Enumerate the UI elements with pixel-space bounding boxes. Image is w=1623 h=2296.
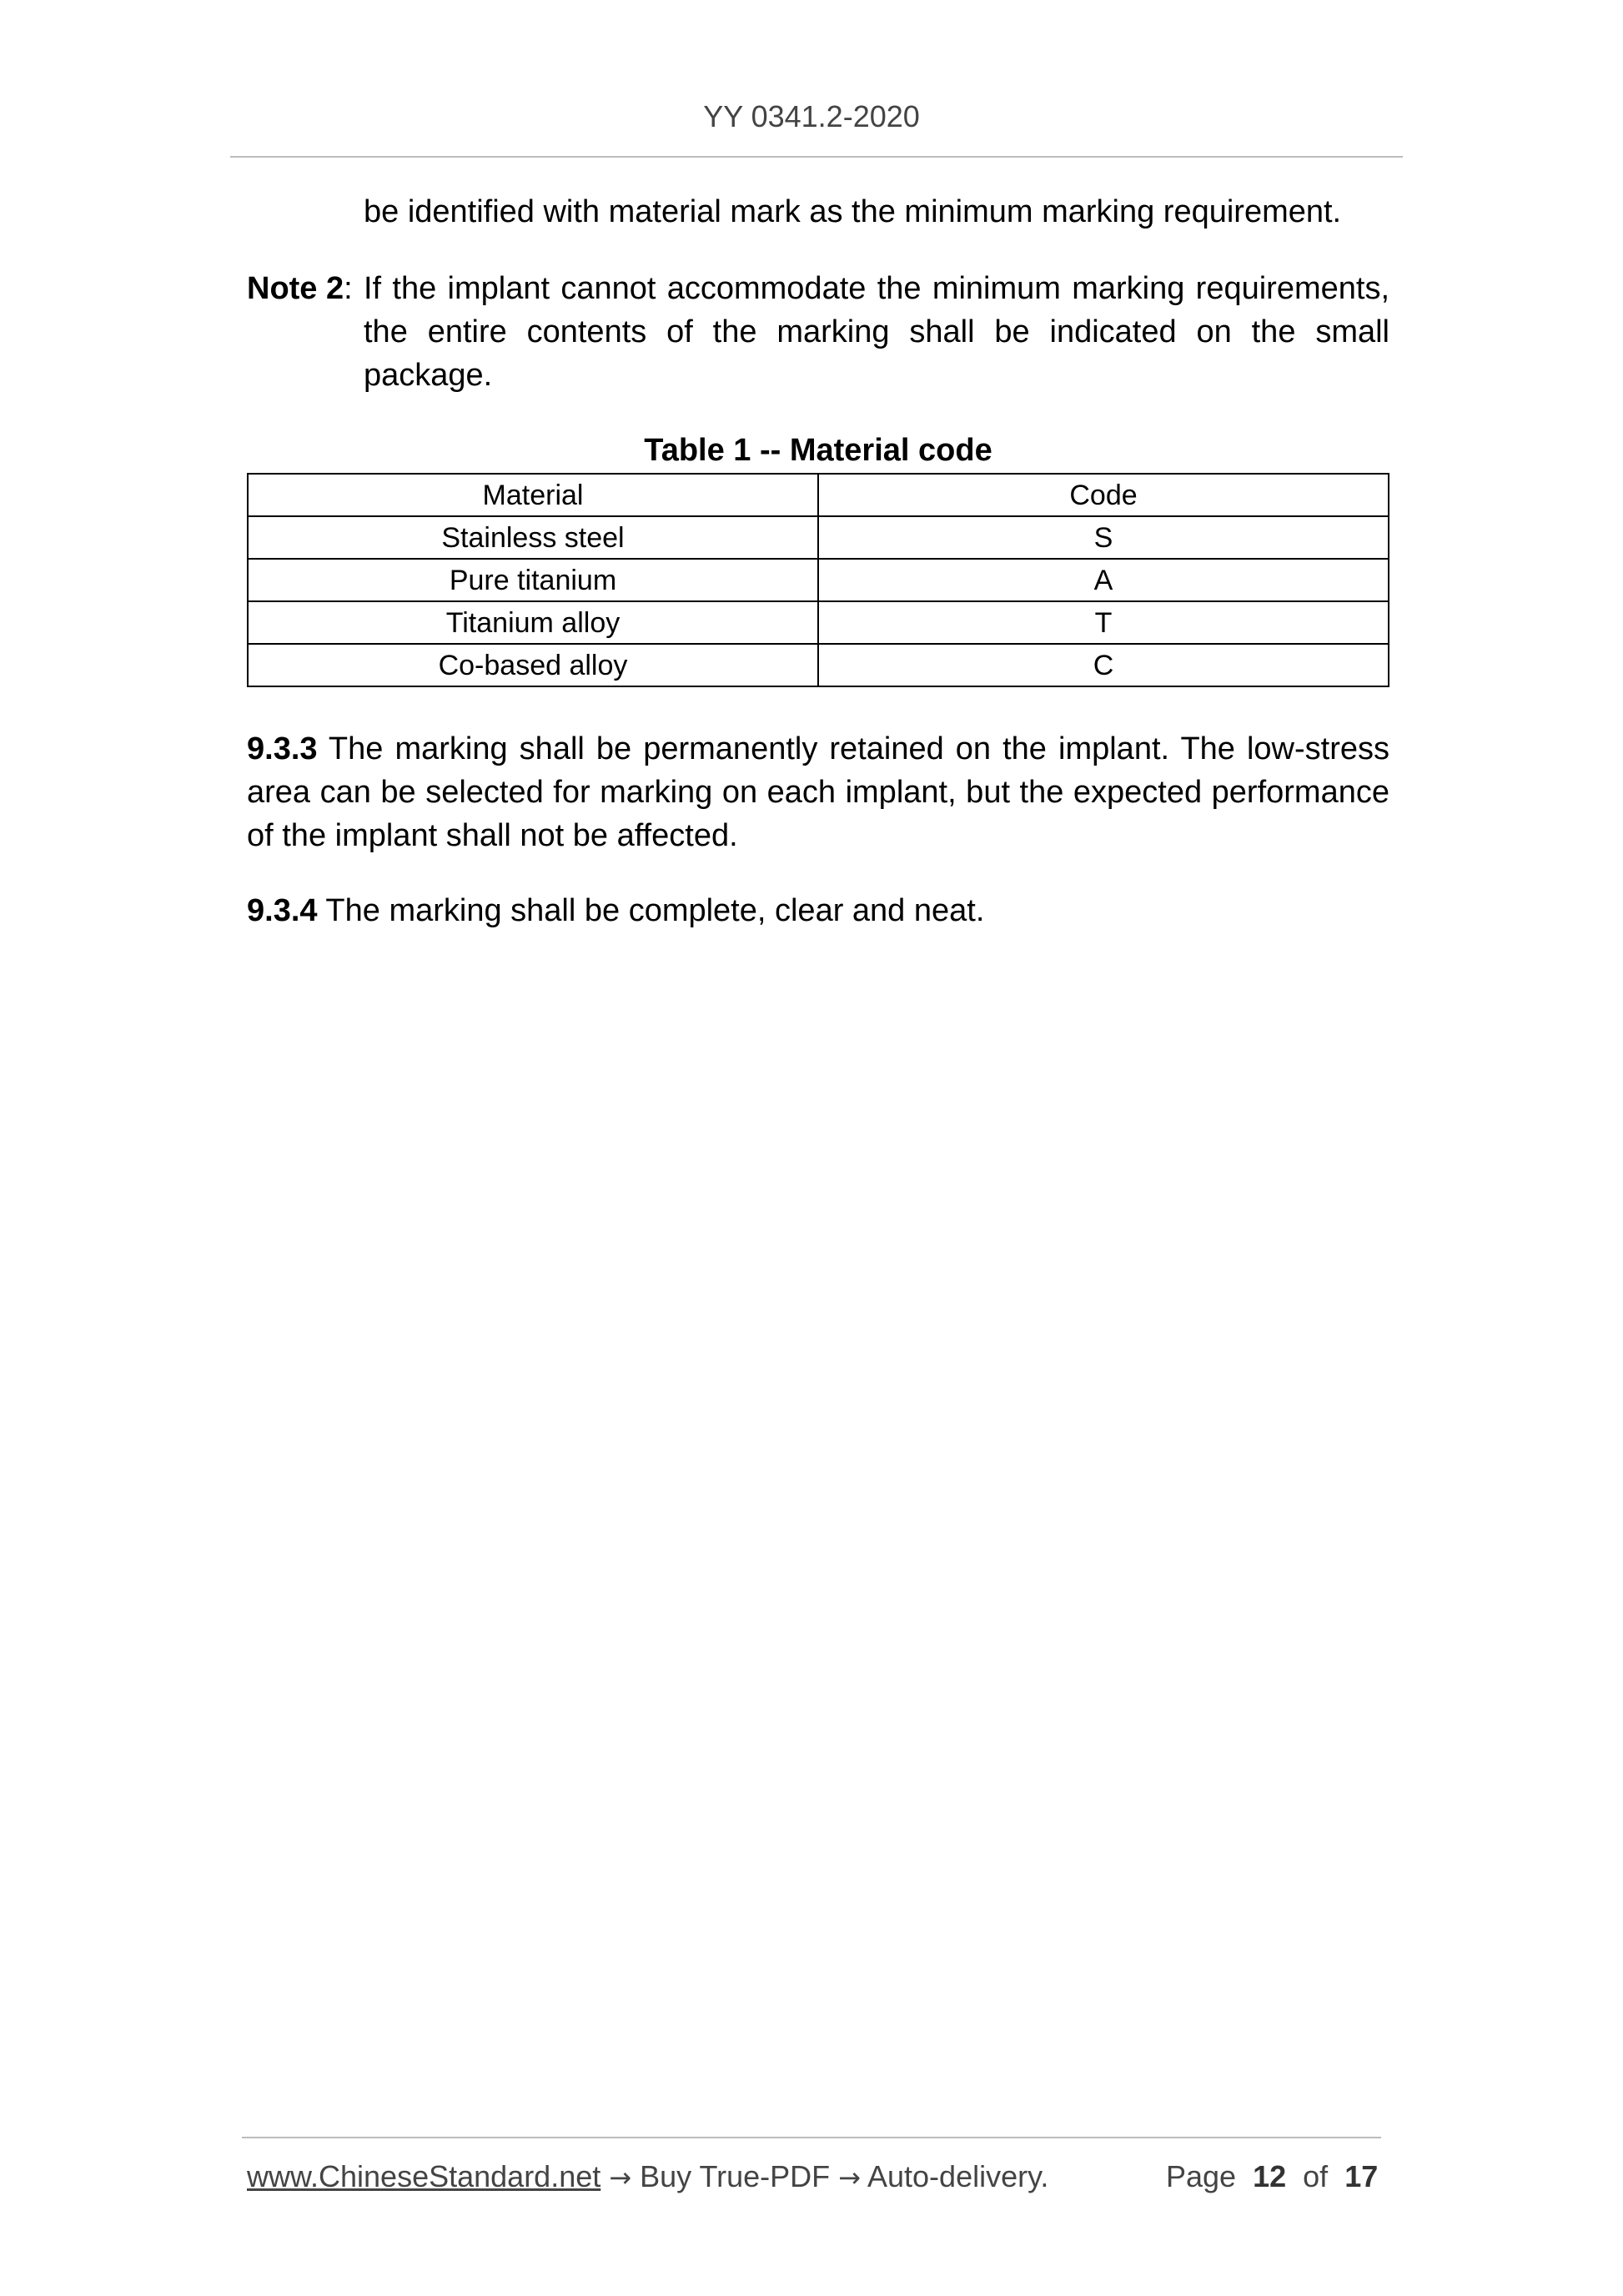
table-row: [248, 559, 1389, 601]
footer-divider: [242, 2137, 1381, 2138]
buy-true-pdf-text: Buy True-PDF: [640, 2159, 831, 2193]
material-cell: Stainless steel: [248, 516, 818, 559]
material-cell: Pure titanium: [248, 559, 818, 601]
code-cell: C: [818, 644, 1389, 686]
section-9-3-4-number: 9.3.4: [247, 893, 318, 928]
header-divider: [230, 156, 1403, 158]
right-arrow-icon: →: [838, 2162, 861, 2193]
table-row: [248, 516, 1389, 559]
auto-delivery-text: Auto-delivery.: [867, 2159, 1049, 2193]
note-2-label: [247, 267, 353, 310]
material-cell: Titanium alloy: [248, 601, 818, 644]
table-row: [248, 644, 1389, 686]
table-header-row: [248, 474, 1389, 516]
chinesestandard-link[interactable]: www.ChineseStandard.net: [247, 2159, 601, 2193]
section-9-3-3-text: The marking shall be permanently retained on the implant. The low-stress area can be selected for marking on each implant, but the expected performance of the implant shall not be affected.: [247, 731, 1390, 853]
document-id-header: YY 0341.2-2020: [703, 99, 920, 133]
note-2-text: If the implant cannot accommodate the minimum marking requirements, the entire contents of the marking shall be indicated on the small package.: [364, 271, 1389, 393]
material-cell: Co-based alloy: [248, 644, 818, 686]
of-label: of: [1303, 2159, 1329, 2193]
current-page-number: 12: [1253, 2159, 1287, 2193]
material-code-table: [247, 473, 1389, 687]
note-2-label-text: Note 2: [247, 271, 344, 306]
section-9-3-4-text: The marking shall be complete, clear and neat.: [325, 893, 985, 928]
right-arrow-icon: →: [609, 2162, 632, 2193]
footer-promo: [247, 2158, 1048, 2196]
total-pages-number: 17: [1344, 2159, 1379, 2193]
column-header-material: Material: [248, 474, 818, 516]
section-9-3-4-paragraph: [247, 889, 1389, 932]
table-1-caption: Table 1 -- Material code: [644, 433, 992, 468]
continued-paragraph: be identified with material mark as the minimum marking requirement.: [364, 194, 1342, 229]
page-label: Page: [1166, 2159, 1237, 2193]
code-cell: S: [818, 516, 1389, 559]
page-indicator: [1166, 2158, 1378, 2195]
code-cell: T: [818, 601, 1389, 644]
section-9-3-3-number: 9.3.3: [247, 731, 318, 766]
section-9-3-3-paragraph: [247, 727, 1389, 857]
note-2-colon: :: [344, 271, 353, 306]
table-row: [248, 601, 1389, 644]
code-cell: A: [818, 559, 1389, 601]
column-header-code: Code: [818, 474, 1389, 516]
